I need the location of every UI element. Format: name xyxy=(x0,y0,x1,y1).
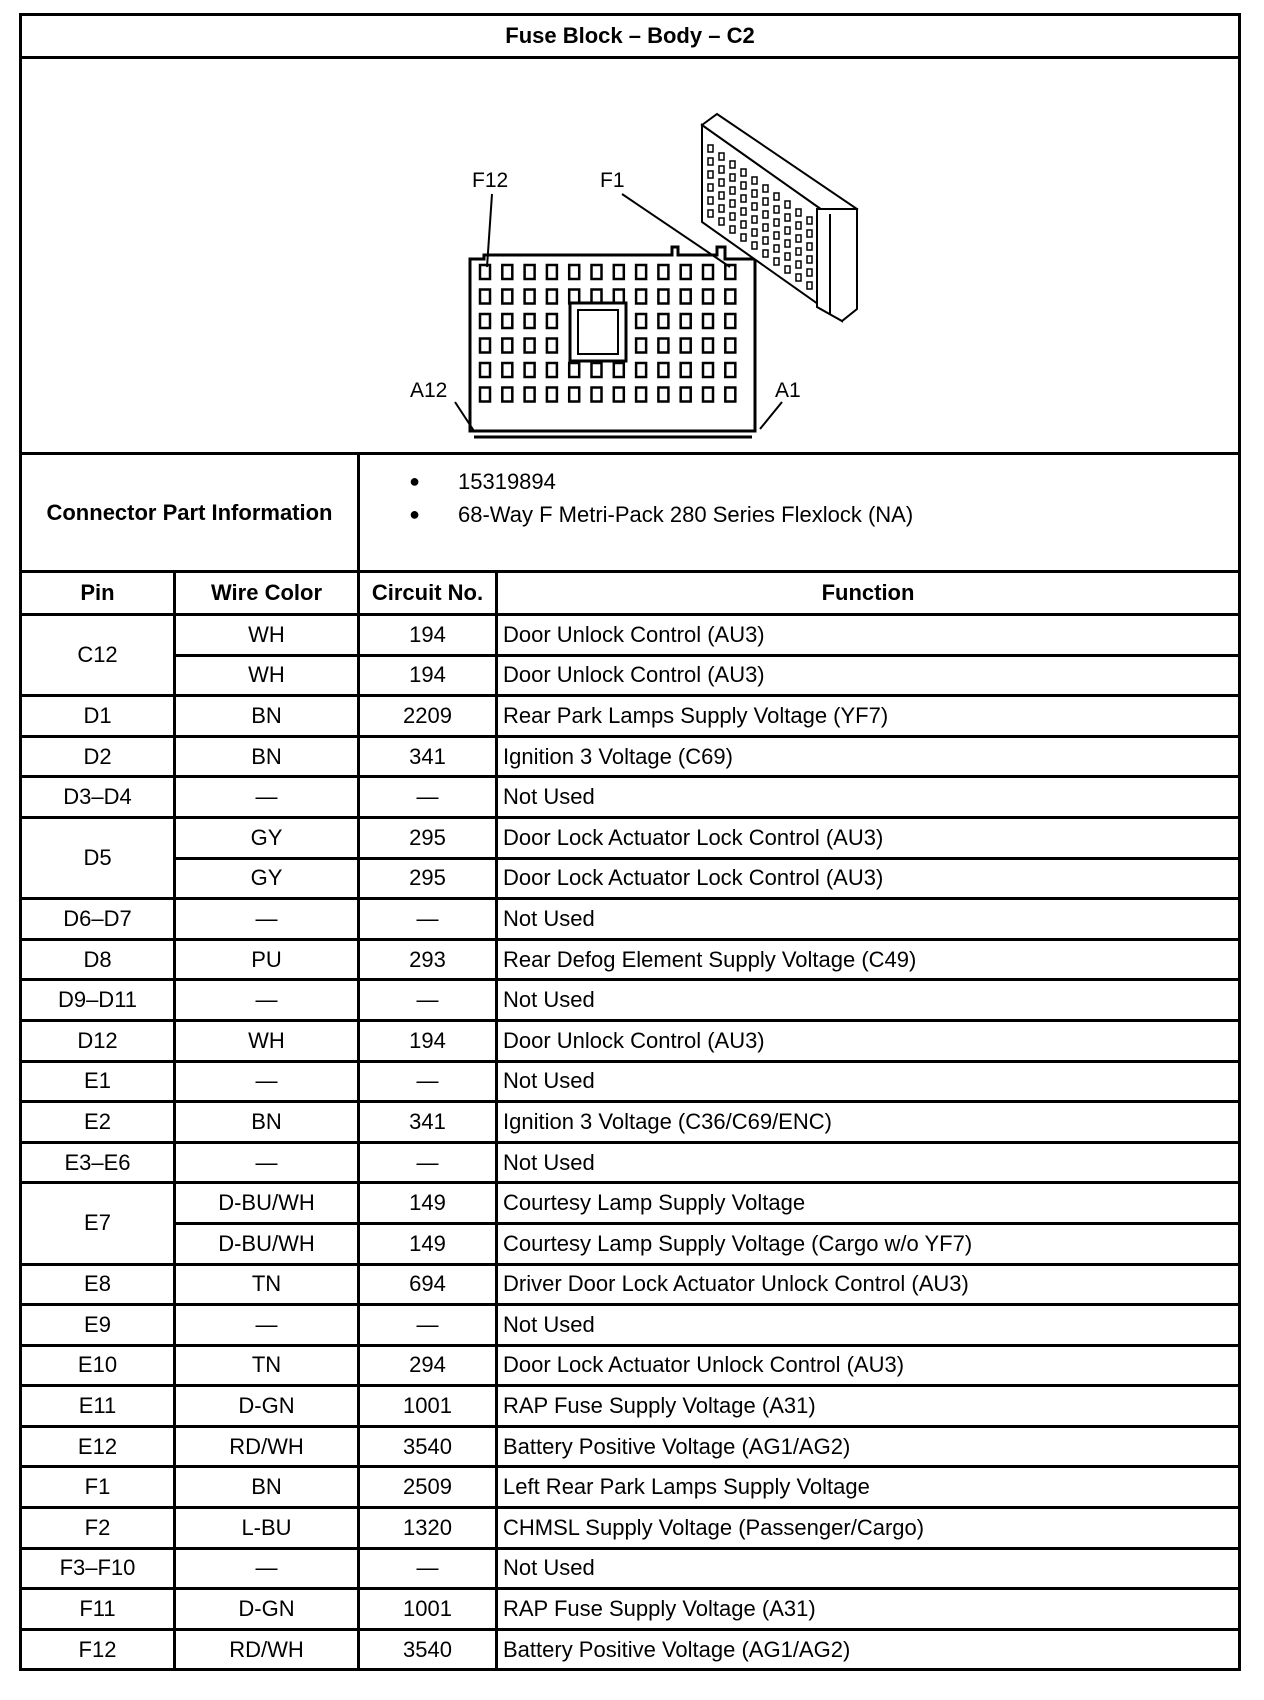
circuit-cell: 1001 xyxy=(359,1589,497,1630)
iso-cavity xyxy=(774,206,779,213)
table-row xyxy=(21,1305,1240,1346)
pin-cell: E3–E6 xyxy=(21,1142,175,1183)
iso-cavity xyxy=(807,217,812,224)
iso-cavity xyxy=(774,258,779,265)
pin-cavity xyxy=(636,339,646,353)
circuit-cell: 194 xyxy=(359,655,497,696)
function-cell: Not Used xyxy=(497,1305,1240,1346)
pin-cavity xyxy=(636,290,646,304)
pin-cavity xyxy=(681,290,691,304)
iso-cavity xyxy=(730,161,735,168)
function-cell: Rear Defog Element Supply Voltage (C49) xyxy=(497,939,1240,980)
pin-cavity xyxy=(569,388,579,402)
pin-cavity xyxy=(681,363,691,377)
iso-cavity xyxy=(730,200,735,207)
iso-cavity xyxy=(719,192,724,199)
pin-cavity xyxy=(547,388,557,402)
table-row xyxy=(21,858,1240,899)
pin-cavity xyxy=(725,363,735,377)
wire-color-cell: BN xyxy=(175,736,359,777)
iso-cavity xyxy=(785,240,790,247)
pin-cavity xyxy=(681,314,691,328)
pin-cell: E12 xyxy=(21,1426,175,1467)
circuit-cell: 295 xyxy=(359,817,497,858)
pin-cell: E8 xyxy=(21,1264,175,1305)
pin-cavity xyxy=(725,290,735,304)
pin-cavity xyxy=(681,388,691,402)
pin-cavity xyxy=(636,363,646,377)
pin-cavity xyxy=(658,314,668,328)
iso-cavity xyxy=(796,235,801,242)
pin-cell: D9–D11 xyxy=(21,980,175,1021)
wire-color-cell: WH xyxy=(175,1020,359,1061)
table-row xyxy=(21,1183,1240,1224)
iso-cavity xyxy=(741,169,746,176)
function-cell: Left Rear Park Lamps Supply Voltage xyxy=(497,1467,1240,1508)
iso-cavity xyxy=(796,248,801,255)
circuit-cell: 295 xyxy=(359,858,497,899)
pin-cavity xyxy=(703,290,713,304)
pin-cavity xyxy=(681,265,691,279)
pin-cavity xyxy=(658,290,668,304)
table-row xyxy=(21,1508,1240,1549)
function-cell: RAP Fuse Supply Voltage (A31) xyxy=(497,1386,1240,1427)
pin-cavity xyxy=(480,388,490,402)
iso-cavity xyxy=(785,201,790,208)
pin-cavity xyxy=(592,363,602,377)
iso-cavity xyxy=(752,190,757,197)
connector-diagram xyxy=(21,58,1240,454)
iso-cavity xyxy=(719,179,724,186)
iso-cavity xyxy=(785,214,790,221)
iso-cavity xyxy=(763,211,768,218)
wire-color-cell: — xyxy=(175,1305,359,1346)
label-a12: A12 xyxy=(410,379,448,402)
iso-cavity xyxy=(796,261,801,268)
pin-cell: F11 xyxy=(21,1589,175,1630)
pin-cavity xyxy=(547,290,557,304)
wire-color-cell: — xyxy=(175,899,359,940)
pin-cavity xyxy=(636,388,646,402)
circuit-cell: 3540 xyxy=(359,1629,497,1670)
header-wire-color: Wire Color xyxy=(175,572,359,615)
header-pin: Pin xyxy=(21,572,175,615)
wire-color-cell: — xyxy=(175,980,359,1021)
function-cell: Not Used xyxy=(497,777,1240,818)
circuit-cell: 2209 xyxy=(359,696,497,737)
pin-cavity xyxy=(725,339,735,353)
iso-cavity xyxy=(719,205,724,212)
table-row xyxy=(21,1061,1240,1102)
pin-cavity xyxy=(681,339,691,353)
iso-cavity xyxy=(730,187,735,194)
iso-cavity xyxy=(763,185,768,192)
header-circuit: Circuit No. xyxy=(359,572,497,615)
iso-cavity xyxy=(708,171,713,178)
wire-color-cell: — xyxy=(175,1061,359,1102)
pin-cavity xyxy=(703,363,713,377)
iso-cavity xyxy=(708,158,713,165)
wire-color-cell: GY xyxy=(175,858,359,899)
pin-cavity xyxy=(592,290,602,304)
sheet-title: Fuse Block – Body – C2 xyxy=(21,15,1240,58)
circuit-cell: 293 xyxy=(359,939,497,980)
pin-cell: E10 xyxy=(21,1345,175,1386)
pin-cavity xyxy=(525,339,535,353)
iso-cavity xyxy=(708,197,713,204)
pin-cavity xyxy=(614,388,624,402)
circuit-cell: — xyxy=(359,899,497,940)
iso-cavity xyxy=(774,232,779,239)
wire-color-cell: BN xyxy=(175,696,359,737)
function-cell: Not Used xyxy=(497,899,1240,940)
function-cell: Courtesy Lamp Supply Voltage (Cargo w/o YF7) xyxy=(497,1223,1240,1264)
function-cell: Ignition 3 Voltage (C69) xyxy=(497,736,1240,777)
pin-cavity xyxy=(480,363,490,377)
pin-cavity xyxy=(614,363,624,377)
circuit-cell: 149 xyxy=(359,1223,497,1264)
table-row xyxy=(21,1629,1240,1670)
iso-cavity xyxy=(785,227,790,234)
pin-cavity xyxy=(658,339,668,353)
pin-cavity xyxy=(525,314,535,328)
pin-cavity xyxy=(502,388,512,402)
wire-color-cell: BN xyxy=(175,1467,359,1508)
wire-color-cell: — xyxy=(175,1142,359,1183)
circuit-cell: 341 xyxy=(359,736,497,777)
pin-cell: D8 xyxy=(21,939,175,980)
iso-cavity xyxy=(796,274,801,281)
iso-cavity xyxy=(796,209,801,216)
table-row xyxy=(21,939,1240,980)
pin-cell: E11 xyxy=(21,1386,175,1427)
wire-color-cell: D-BU/WH xyxy=(175,1223,359,1264)
header-function: Function xyxy=(497,572,1240,615)
pin-cavity xyxy=(525,388,535,402)
table-row xyxy=(21,696,1240,737)
iso-cavity xyxy=(752,242,757,249)
pin-cell: E7 xyxy=(21,1183,175,1264)
pin-cell: D2 xyxy=(21,736,175,777)
iso-cavity xyxy=(719,153,724,160)
leader-a1 xyxy=(760,402,782,429)
pin-cavity xyxy=(547,363,557,377)
function-cell: Ignition 3 Voltage (C36/C69/ENC) xyxy=(497,1102,1240,1143)
circuit-cell: 1320 xyxy=(359,1508,497,1549)
wire-color-cell: RD/WH xyxy=(175,1426,359,1467)
wire-color-cell: PU xyxy=(175,939,359,980)
table-row xyxy=(21,1426,1240,1467)
wire-color-cell: TN xyxy=(175,1264,359,1305)
iso-cavity xyxy=(752,229,757,236)
wire-color-cell: D-GN xyxy=(175,1589,359,1630)
pin-cavity xyxy=(525,363,535,377)
pin-cavity xyxy=(703,388,713,402)
circuit-cell: — xyxy=(359,1142,497,1183)
function-cell: Door Unlock Control (AU3) xyxy=(497,1020,1240,1061)
connector-info-list xyxy=(359,454,1240,572)
pin-cavity xyxy=(725,388,735,402)
pin-cavity xyxy=(569,290,579,304)
iso-cavity xyxy=(807,269,812,276)
pin-cell: E2 xyxy=(21,1102,175,1143)
iso-cavity xyxy=(796,222,801,229)
pin-rows xyxy=(21,615,1240,1670)
iso-cavity xyxy=(730,174,735,181)
pin-cavity xyxy=(480,265,490,279)
pin-cell: C12 xyxy=(21,615,175,696)
iso-cavity xyxy=(763,237,768,244)
pin-cell: D3–D4 xyxy=(21,777,175,818)
pin-cell: F12 xyxy=(21,1629,175,1670)
iso-cavity xyxy=(741,221,746,228)
circuit-cell: 194 xyxy=(359,615,497,656)
iso-cavity xyxy=(752,203,757,210)
pin-cell: E1 xyxy=(21,1061,175,1102)
pin-cavity xyxy=(725,314,735,328)
pin-cavity xyxy=(614,265,624,279)
iso-cavity xyxy=(752,216,757,223)
iso-cavity xyxy=(807,243,812,250)
pin-cavity xyxy=(636,265,646,279)
pin-cell: D6–D7 xyxy=(21,899,175,940)
pin-cavity xyxy=(614,290,624,304)
pin-cavity xyxy=(725,265,735,279)
wire-color-cell: TN xyxy=(175,1345,359,1386)
table-row xyxy=(21,655,1240,696)
pin-cavity xyxy=(525,290,535,304)
function-cell: Driver Door Lock Actuator Unlock Control (AU3) xyxy=(497,1264,1240,1305)
table-row xyxy=(21,736,1240,777)
wire-color-cell: WH xyxy=(175,655,359,696)
pin-cavity xyxy=(502,290,512,304)
function-cell: Door Lock Actuator Lock Control (AU3) xyxy=(497,817,1240,858)
wire-color-cell: — xyxy=(175,777,359,818)
circuit-cell: 149 xyxy=(359,1183,497,1224)
pin-cavity xyxy=(502,339,512,353)
function-cell: Not Used xyxy=(497,1548,1240,1589)
pin-cavity xyxy=(658,363,668,377)
pin-cavity xyxy=(658,388,668,402)
iso-cavity xyxy=(730,226,735,233)
connector-pinout-sheet xyxy=(19,13,1241,1671)
pin-cell: F1 xyxy=(21,1467,175,1508)
table-row xyxy=(21,817,1240,858)
iso-cavity xyxy=(763,198,768,205)
function-cell: Rear Park Lamps Supply Voltage (YF7) xyxy=(497,696,1240,737)
iso-cavity xyxy=(741,182,746,189)
table-row xyxy=(21,1589,1240,1630)
pinout-table xyxy=(19,13,1241,1671)
iso-cavity xyxy=(741,208,746,215)
iso-cavity xyxy=(774,193,779,200)
iso-cavity xyxy=(785,253,790,260)
label-f12: F12 xyxy=(472,169,509,192)
pin-cavity xyxy=(480,339,490,353)
pin-cavity xyxy=(547,265,557,279)
circuit-cell: — xyxy=(359,777,497,818)
circuit-cell: 1001 xyxy=(359,1386,497,1427)
table-row xyxy=(21,1102,1240,1143)
circuit-cell: — xyxy=(359,1305,497,1346)
iso-cavity xyxy=(763,224,768,231)
pin-cavity xyxy=(703,265,713,279)
wire-color-cell: RD/WH xyxy=(175,1629,359,1670)
pin-cell: D5 xyxy=(21,817,175,898)
pin-cavity xyxy=(703,314,713,328)
wire-color-cell: D-BU/WH xyxy=(175,1183,359,1224)
function-cell: Door Lock Actuator Unlock Control (AU3) xyxy=(497,1345,1240,1386)
circuit-cell: 294 xyxy=(359,1345,497,1386)
wire-color-cell: L-BU xyxy=(175,1508,359,1549)
circuit-cell: 2509 xyxy=(359,1467,497,1508)
iso-cavity xyxy=(807,230,812,237)
function-cell: Not Used xyxy=(497,980,1240,1021)
pin-cell: D12 xyxy=(21,1020,175,1061)
function-cell: Courtesy Lamp Supply Voltage xyxy=(497,1183,1240,1224)
pin-cavity xyxy=(480,314,490,328)
iso-cavity xyxy=(708,184,713,191)
function-cell: RAP Fuse Supply Voltage (A31) xyxy=(497,1589,1240,1630)
iso-cavity xyxy=(719,218,724,225)
pin-cavity xyxy=(547,314,557,328)
pin-cavity xyxy=(636,314,646,328)
pin-cavity xyxy=(592,388,602,402)
pin-cavity xyxy=(658,265,668,279)
table-row xyxy=(21,615,1240,656)
table-row xyxy=(21,1386,1240,1427)
wire-color-cell: BN xyxy=(175,1102,359,1143)
connector-description: ● 68-Way F Metri-Pack 280 Series Flexlock (NA) xyxy=(409,501,914,527)
label-f1: F1 xyxy=(600,169,625,192)
connector-part-number: ● 15319894 xyxy=(409,468,556,494)
table-row xyxy=(21,980,1240,1021)
pin-cavity xyxy=(569,363,579,377)
wire-color-cell: GY xyxy=(175,817,359,858)
pin-cell: F3–F10 xyxy=(21,1548,175,1589)
iso-cavity xyxy=(763,250,768,257)
pin-cavity xyxy=(569,265,579,279)
pin-cavity xyxy=(547,339,557,353)
function-cell: Battery Positive Voltage (AG1/AG2) xyxy=(497,1629,1240,1670)
iso-cavity xyxy=(774,219,779,226)
iso-cavity xyxy=(741,234,746,241)
pin-cell: F2 xyxy=(21,1508,175,1549)
pin-cavity xyxy=(502,363,512,377)
connector-face-drawing xyxy=(22,59,1238,452)
function-cell: Not Used xyxy=(497,1142,1240,1183)
pin-cell: D1 xyxy=(21,696,175,737)
iso-cavity xyxy=(719,166,724,173)
function-cell: Door Lock Actuator Lock Control (AU3) xyxy=(497,858,1240,899)
circuit-cell: 341 xyxy=(359,1102,497,1143)
function-cell: CHMSL Supply Voltage (Passenger/Cargo) xyxy=(497,1508,1240,1549)
function-cell: Battery Positive Voltage (AG1/AG2) xyxy=(497,1426,1240,1467)
circuit-cell: — xyxy=(359,980,497,1021)
function-cell: Door Unlock Control (AU3) xyxy=(497,615,1240,656)
table-row xyxy=(21,1467,1240,1508)
pin-cavity xyxy=(592,265,602,279)
iso-cavity xyxy=(708,210,713,217)
pin-cell: E9 xyxy=(21,1305,175,1346)
table-row xyxy=(21,1264,1240,1305)
iso-cavity xyxy=(741,195,746,202)
iso-cavity xyxy=(730,213,735,220)
circuit-cell: 694 xyxy=(359,1264,497,1305)
circuit-cell: 3540 xyxy=(359,1426,497,1467)
pin-cavity xyxy=(502,265,512,279)
table-row xyxy=(21,777,1240,818)
connector-info-label: Connector Part Information xyxy=(21,454,359,572)
table-row xyxy=(21,899,1240,940)
iso-cavity xyxy=(752,177,757,184)
wire-color-cell: — xyxy=(175,1548,359,1589)
circuit-cell: 194 xyxy=(359,1020,497,1061)
iso-cavity xyxy=(708,145,713,152)
table-row xyxy=(21,1142,1240,1183)
pin-cavity xyxy=(703,339,713,353)
wire-color-cell: WH xyxy=(175,615,359,656)
function-cell: Not Used xyxy=(497,1061,1240,1102)
table-row xyxy=(21,1548,1240,1589)
wire-color-cell: D-GN xyxy=(175,1386,359,1427)
pin-cavity xyxy=(502,314,512,328)
circuit-cell: — xyxy=(359,1061,497,1102)
iso-cavity xyxy=(807,256,812,263)
table-row xyxy=(21,1345,1240,1386)
iso-cavity xyxy=(807,282,812,289)
label-a1: A1 xyxy=(775,379,801,402)
table-row xyxy=(21,1020,1240,1061)
iso-cavity xyxy=(774,245,779,252)
iso-cavity xyxy=(785,266,790,273)
table-row xyxy=(21,1223,1240,1264)
circuit-cell: — xyxy=(359,1548,497,1589)
function-cell: Door Unlock Control (AU3) xyxy=(497,655,1240,696)
pin-cavity xyxy=(480,290,490,304)
pin-cavity xyxy=(525,265,535,279)
